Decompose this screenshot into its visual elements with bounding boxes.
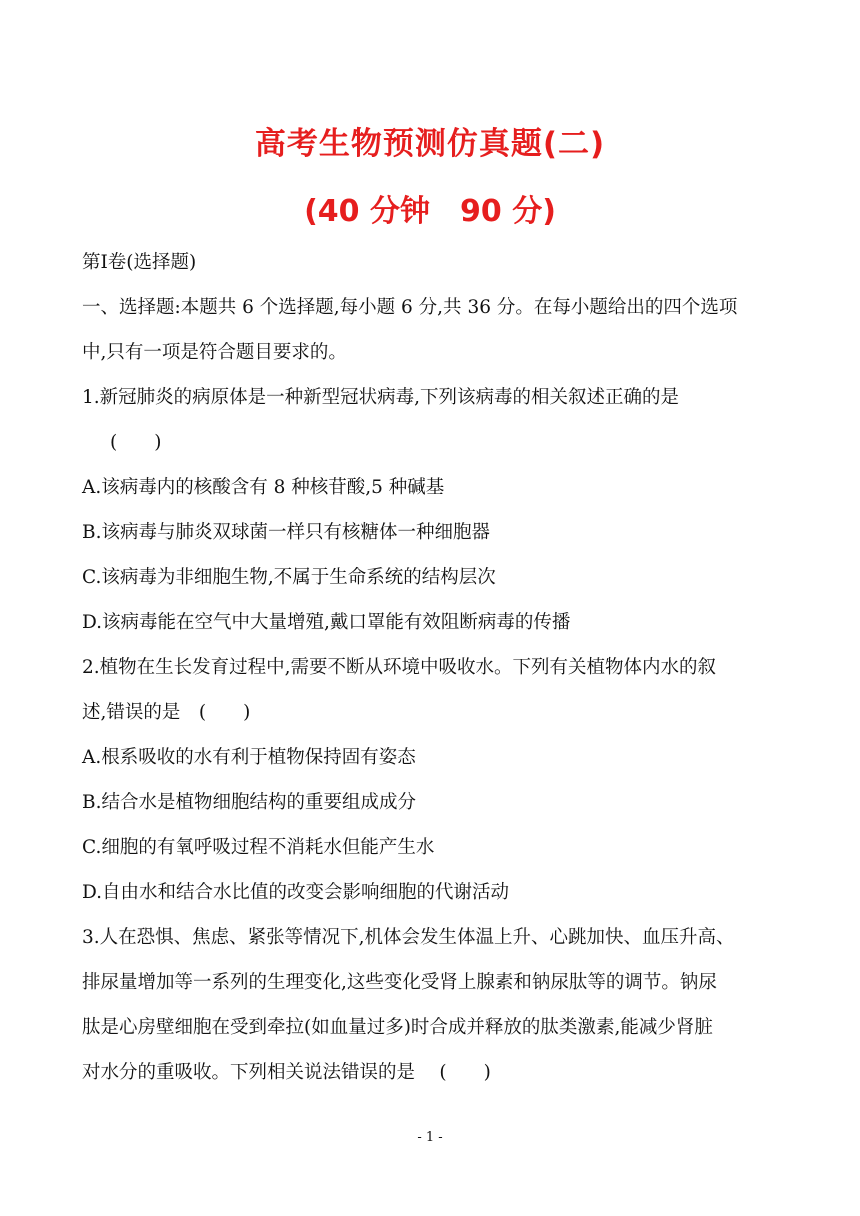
question-1-option-d: D.该病毒能在空气中大量增殖,戴口罩能有效阻断病毒的传播 xyxy=(82,612,571,633)
question-3-stem-line-3: 肽是心房壁细胞在受到牵拉(如血量过多)时合成并释放的肽类激素,能减少肾脏 xyxy=(82,1017,713,1038)
question-2-option-d: D.自由水和结合水比值的改变会影响细胞的代谢活动 xyxy=(82,882,510,903)
page-subtitle: (40 分钟 90 分) xyxy=(304,194,556,229)
question-3-stem-line-4: 对水分的重吸收。下列相关说法错误的是 ( ) xyxy=(82,1062,491,1083)
question-1-option-c: C.该病毒为非细胞生物,不属于生命系统的结构层次 xyxy=(82,567,496,588)
question-2-option-a: A.根系吸收的水有利于植物保持固有姿态 xyxy=(82,747,416,768)
instructions-line-2: 中,只有一项是符合题目要求的。 xyxy=(82,342,347,363)
section-title: 第Ⅰ卷(选择题) xyxy=(82,252,197,273)
page-number: - 1 - xyxy=(417,1130,443,1145)
question-1-stem: 1.新冠肺炎的病原体是一种新型冠状病毒,下列该病毒的相关叙述正确的是 xyxy=(82,387,680,408)
question-2-option-b: B.结合水是植物细胞结构的重要组成成分 xyxy=(82,792,416,813)
question-3-stem-line-1: 3.人在恐惧、焦虑、紧张等情况下,机体会发生体温上升、心跳加快、血压升高、 xyxy=(82,927,735,948)
question-2-stem-line-2: 述,错误的是 ( ) xyxy=(82,702,251,723)
question-1-option-b: B.该病毒与肺炎双球菌一样只有核糖体一种细胞器 xyxy=(82,522,490,543)
instructions-line-1: 一、选择题:本题共 6 个选择题,每小题 6 分,共 36 分。在每小题给出的四个选项 xyxy=(82,297,738,318)
question-3-stem-line-2: 排尿量增加等一系列的生理变化,这些变化受肾上腺素和钠尿肽等的调节。钠尿 xyxy=(82,972,717,993)
question-2-stem-line-1: 2.植物在生长发育过程中,需要不断从环境中吸收水。下列有关植物体内水的叙 xyxy=(82,657,717,678)
question-1-bracket: ( ) xyxy=(110,432,162,453)
question-2-option-c: C.细胞的有氧呼吸过程不消耗水但能产生水 xyxy=(82,837,435,858)
question-1-option-a: A.该病毒内的核酸含有 8 种核苷酸,5 种碱基 xyxy=(82,477,445,498)
page-title: 高考生物预测仿真题(二) xyxy=(254,126,606,162)
